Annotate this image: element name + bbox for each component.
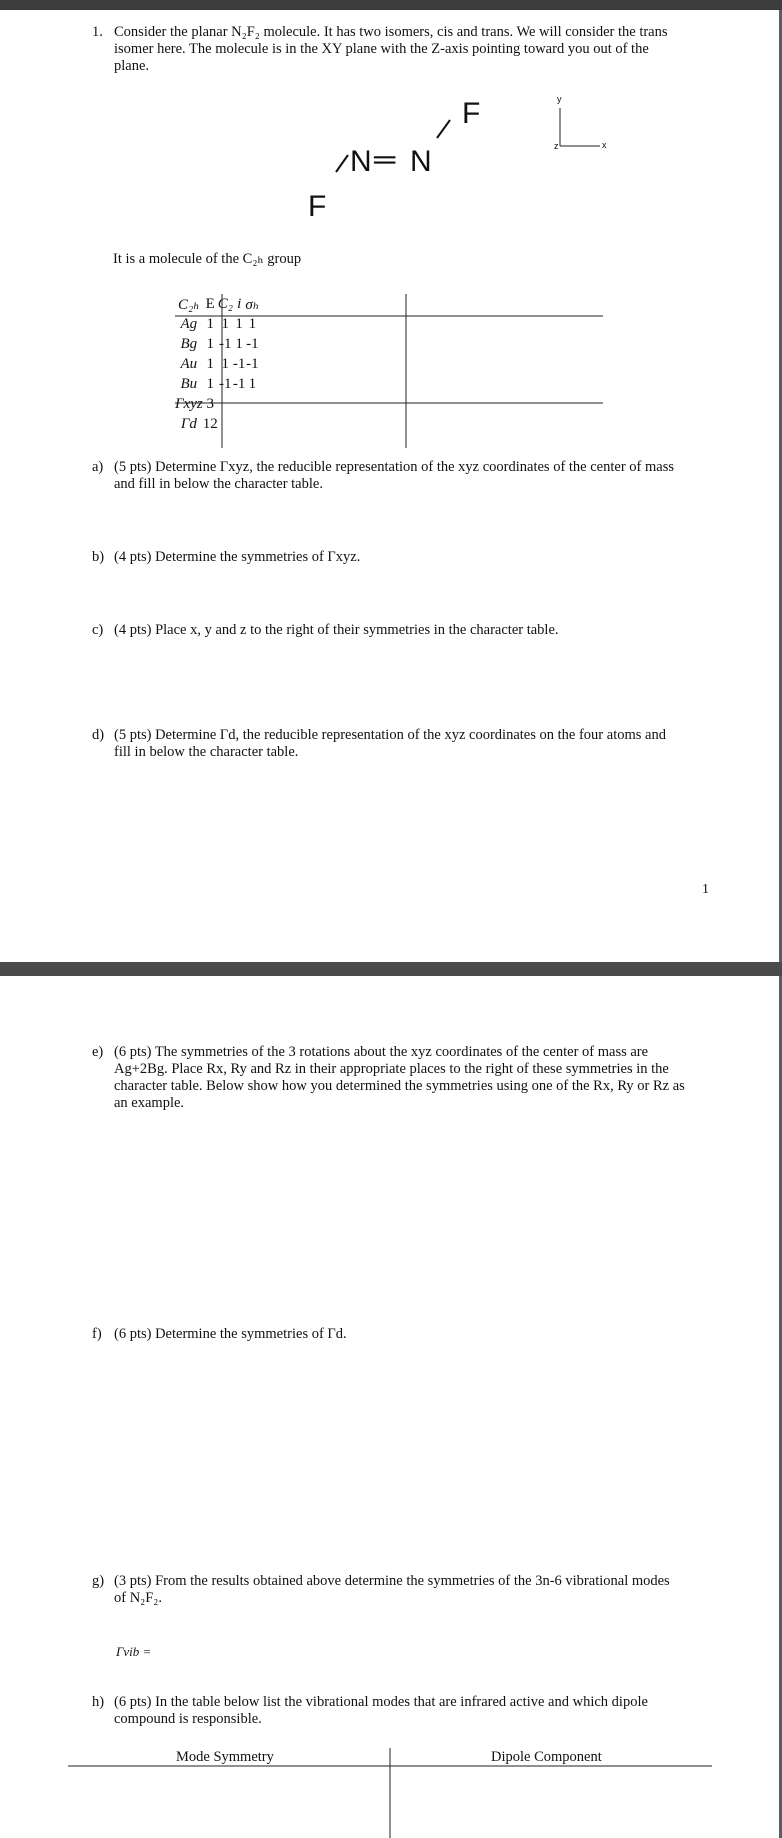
table-cell: 1 bbox=[235, 315, 243, 332]
page-2 bbox=[0, 976, 779, 1838]
question-label: b) bbox=[92, 549, 105, 565]
question-f-line-1: (6 pts) Determine the symmetries of Γd. bbox=[114, 1326, 347, 1342]
table-cell: 1 bbox=[248, 375, 257, 392]
page-separator bbox=[0, 962, 782, 976]
table-cell: -1 bbox=[246, 335, 259, 352]
question-label: d) bbox=[92, 727, 105, 743]
table-cell: 1 bbox=[221, 315, 230, 332]
nitrogen-2: N bbox=[410, 145, 432, 178]
table-cell: 1 bbox=[206, 335, 214, 352]
y-axis-label: y bbox=[557, 94, 562, 104]
table-row bbox=[175, 314, 259, 334]
question-g-line-2: of N₂F₂. bbox=[114, 1590, 162, 1606]
table-row bbox=[175, 374, 259, 394]
molecule-diagram bbox=[290, 97, 490, 240]
mode-table bbox=[68, 1746, 712, 1838]
question-label: e) bbox=[92, 1044, 104, 1060]
gamma-vib-label: Γvib = bbox=[116, 1644, 152, 1659]
n-f-bond-right bbox=[437, 120, 450, 138]
group-symbol: C₂ₕ bbox=[177, 296, 200, 313]
table-row bbox=[175, 334, 259, 354]
question-b-line-1: (4 pts) Determine the symmetries of Γxyz. bbox=[114, 549, 361, 565]
gamma-d-label: Γd bbox=[180, 415, 197, 432]
header-sigma-h: σₕ bbox=[245, 296, 260, 313]
gamma-xyz-label: Γxyz bbox=[175, 395, 203, 412]
dipole-component-header: Dipole Component bbox=[491, 1749, 602, 1765]
table-cell: -1 bbox=[232, 375, 246, 392]
question-label: a) bbox=[92, 459, 104, 475]
irrep-label: Ag bbox=[180, 315, 198, 332]
table-cell: 1 bbox=[206, 375, 214, 392]
nitrogen-1: N bbox=[350, 145, 372, 178]
mode-symmetry-header: Mode Symmetry bbox=[176, 1749, 274, 1765]
table-cell: -1 bbox=[246, 355, 259, 372]
question-1-line-1: Consider the planar N₂F₂ molecule. It has two isomers, cis and trans. We will consider the trans bbox=[114, 24, 668, 40]
table-cell: -1 bbox=[219, 375, 232, 392]
table-cell: 1 bbox=[206, 315, 214, 332]
table-cell: 1 bbox=[248, 315, 257, 332]
gamma-d-row bbox=[175, 414, 259, 434]
question-d-line-2: fill in below the character table. bbox=[114, 744, 299, 760]
axis-diagram bbox=[548, 96, 618, 156]
irrep-label: Bu bbox=[180, 375, 198, 392]
table-cell: 1 bbox=[206, 355, 214, 372]
f-n-bond-left bbox=[336, 155, 348, 172]
irrep-label: Au bbox=[180, 355, 198, 372]
question-d-line-1: (5 pts) Determine Γd, the reducible representation of the xyz coordinates on the four atoms and bbox=[114, 727, 666, 743]
fluorine-bottom: F bbox=[308, 190, 327, 223]
question-h-line-2: compound is responsible. bbox=[114, 1711, 262, 1727]
fluorine-top: F bbox=[462, 97, 481, 130]
question-e-line-4: an example. bbox=[114, 1095, 185, 1111]
gamma-xyz-e: 3 bbox=[206, 395, 214, 412]
question-label: h) bbox=[92, 1694, 105, 1710]
table-row bbox=[175, 354, 259, 374]
irrep-label: Bg bbox=[180, 335, 198, 352]
question-a-line-1: (5 pts) Determine Γxyz, the reducible representation of the xyz coordinates of the center of mass bbox=[114, 459, 674, 475]
table-cell: 1 bbox=[221, 355, 230, 372]
gamma-xyz-row bbox=[175, 394, 259, 414]
question-label: g) bbox=[92, 1573, 105, 1589]
question-number: 1. bbox=[92, 24, 103, 40]
question-label: f) bbox=[92, 1326, 102, 1342]
question-h-line-1: (6 pts) In the table below list the vibrational modes that are infrared active and which dipole bbox=[114, 1694, 648, 1710]
question-c-line-1: (4 pts) Place x, y and z to the right of their symmetries in the character table. bbox=[114, 622, 559, 638]
header-i: i bbox=[237, 295, 242, 312]
table-cell: -1 bbox=[219, 335, 232, 352]
table-header-row bbox=[175, 294, 259, 314]
table-cell: 1 bbox=[235, 335, 243, 352]
question-label: c) bbox=[92, 622, 104, 638]
group-statement: It is a molecule of the C₂ₕ group bbox=[113, 251, 302, 267]
table-cell: -1 bbox=[232, 355, 246, 372]
question-e-line-3: character table. Below show how you determined the symmetries using one of the Rx, Ry or Rz as bbox=[114, 1078, 685, 1094]
header-e: E bbox=[205, 295, 215, 312]
mode-table-lines bbox=[68, 1746, 712, 1838]
page-1 bbox=[0, 10, 779, 962]
gamma-d-e: 12 bbox=[202, 415, 218, 432]
x-axis-label: x bbox=[602, 140, 607, 150]
question-1-line-3: plane. bbox=[114, 58, 150, 74]
viewer-top-bar bbox=[0, 0, 782, 10]
question-e-line-2: Ag+2Bg. Place Rx, Ry and Rz in their appropriate places to the right of these symmetries in the bbox=[114, 1061, 669, 1077]
double-bond: ═ bbox=[374, 143, 396, 176]
question-1-line-2: isomer here. The molecule is in the XY plane with the Z-axis pointing toward you out of the bbox=[114, 41, 649, 57]
z-axis-label: z bbox=[554, 141, 559, 151]
question-a-line-2: and fill in below the character table. bbox=[114, 476, 323, 492]
question-e-line-1: (6 pts) The symmetries of the 3 rotations about the xyz coordinates of the center of mass are bbox=[114, 1044, 649, 1060]
header-c2: C₂ bbox=[217, 295, 233, 312]
question-g-line-1: (3 pts) From the results obtained above determine the symmetries of the 3n-6 vibrational modes bbox=[114, 1573, 670, 1589]
page-number: 1 bbox=[702, 882, 709, 897]
